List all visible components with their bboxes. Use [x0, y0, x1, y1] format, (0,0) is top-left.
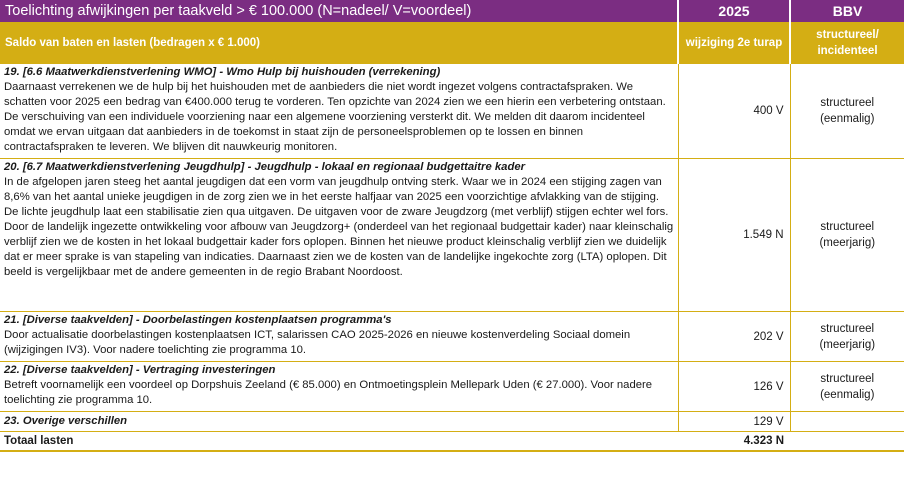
subheader-label: Saldo van baten en lasten (bedragen x € 1.000) — [0, 22, 678, 64]
row-title: 21. [Diverse taakvelden] - Doorbelastingen kostenplaatsen programma's — [4, 314, 392, 326]
table-row — [0, 159, 904, 312]
row-type — [790, 159, 904, 312]
row-type — [790, 362, 904, 412]
total-amount: 4.323 N — [678, 432, 790, 452]
change-column-header: wijziging 2e turap — [678, 22, 790, 64]
table-row — [0, 412, 904, 432]
row-type-line2: (meerjarig) — [819, 237, 876, 249]
type-column-header — [790, 22, 904, 64]
row-type-line1: structureel — [820, 372, 875, 385]
type-header-line1: structureel/ — [816, 29, 879, 41]
table-row — [0, 64, 904, 159]
row-type-line2: (eenmalig) — [820, 388, 875, 401]
row-type-line2: (meerjarig) — [819, 338, 876, 351]
total-row — [0, 432, 904, 452]
row-type — [790, 312, 904, 362]
table-title: Toelichting afwijkingen per taakveld > € 100.000 (N=nadeel/ V=voordeel) — [0, 0, 678, 22]
table-row — [0, 362, 904, 412]
row-title: 22. [Diverse taakvelden] - Vertraging investeringen — [4, 364, 276, 376]
type-header-line2: incidenteel — [817, 45, 878, 57]
year-header: 2025 — [678, 0, 790, 22]
row-text: In de afgelopen jaren steeg het aantal jeugdigen dat een vorm van jeugdhulp ontving sterk. Waar we in 2024 een stijging zagen van 8,6% van het aantal unieke jeugdigen in de zorg zien we in het eerste halfjaar van 2025 een voorzichtige afvlakking van de stijging. De lichte jeugdhulp laat een stabilisatie zien qua uitgaven. De uitgaven voor de zware Jeugdzorg (met verblijf) stijgen echter wel fors. Door de landelijk ingezette ontwikkeling voor afbouw van Jeugdzorg+ (onderdeel van het regionaal budgettair kader) naar kleinschalig verblijf zien we de kosten in het lokaal budgettair kader fors oplopen. Binnen het nieuwe product kleinschalig verblijf zien we duidelijk dat er meer sprake is van stapeling van indicaties. Daarnaast zien we de kosten van de landelijke ingekochte zorg (LTA) oplopen. Dit beeld is vergelijkbaar met de andere gemeenten in de regio Brabant Noordoost. — [4, 176, 674, 278]
row-title: 19. [6.6 Maatwerkdienstverlening WMO] - Wmo Hulp bij huishouden (verrekening) — [4, 66, 441, 78]
row-title: 20. [6.7 Maatwerkdienstverlening Jeugdhulp] - Jeugdhulp - lokaal en regionaal budgettaitre kader — [4, 161, 526, 173]
row-text: Betreft voornamelijk een voordeel op Dorpshuis Zeeland (€ 85.000) en Ontmoetingsplein Mellepark Uden (€ 27.000). Voor nadere toelichting zie programma 10. — [4, 379, 653, 406]
header-row — [0, 0, 904, 22]
row-amount: 1.549 N — [678, 159, 790, 312]
row-type-line1: structureel — [820, 322, 875, 335]
total-label: Totaal lasten — [0, 432, 678, 452]
row-text: Door actualisatie doorbelastingen kostenplaatsen ICT, salarissen CAO 2025-2026 en nieuwe kostenverdeling Sociaal domein (wijzigingen IV3). Voor nadere toelichting zie programma 10. — [4, 329, 631, 356]
row-type-line1: structureel — [820, 97, 875, 109]
row-type — [790, 412, 904, 432]
row-type-line2: (eenmalig) — [820, 113, 875, 125]
subheader-row — [0, 22, 904, 64]
row-title: 23. Overige verschillen — [4, 415, 128, 427]
row-amount: 129 V — [678, 412, 790, 432]
table-row — [0, 312, 904, 362]
row-type-line1: structureel — [820, 221, 875, 233]
row-amount: 202 V — [678, 312, 790, 362]
row-text: Daarnaast verrekenen we de hulp bij het huishouden met de aanbieders die niet wordt ingezet volgens contractafspraken. We schatten voor 2025 een bedrag van €400.000 terug te vorderen. Ten opzichte van 2024 zien we een hierin een verbetering ontstaan. De verschuiving van een individuele voorziening naar een algemene voorziening versterkt dit. We melden dit daarom incidenteel omdat we ervan uitgaan dat aanbieders in de toekomst in staat zijn de personeelsproblemen op te lossen en binnen contractafspraken te leveren. We blijven dit nauwkeurig monitoren. — [4, 81, 666, 153]
row-amount: 400 V — [678, 64, 790, 159]
bbv-header: BBV — [790, 0, 904, 22]
row-type — [790, 64, 904, 159]
row-amount: 126 V — [678, 362, 790, 412]
